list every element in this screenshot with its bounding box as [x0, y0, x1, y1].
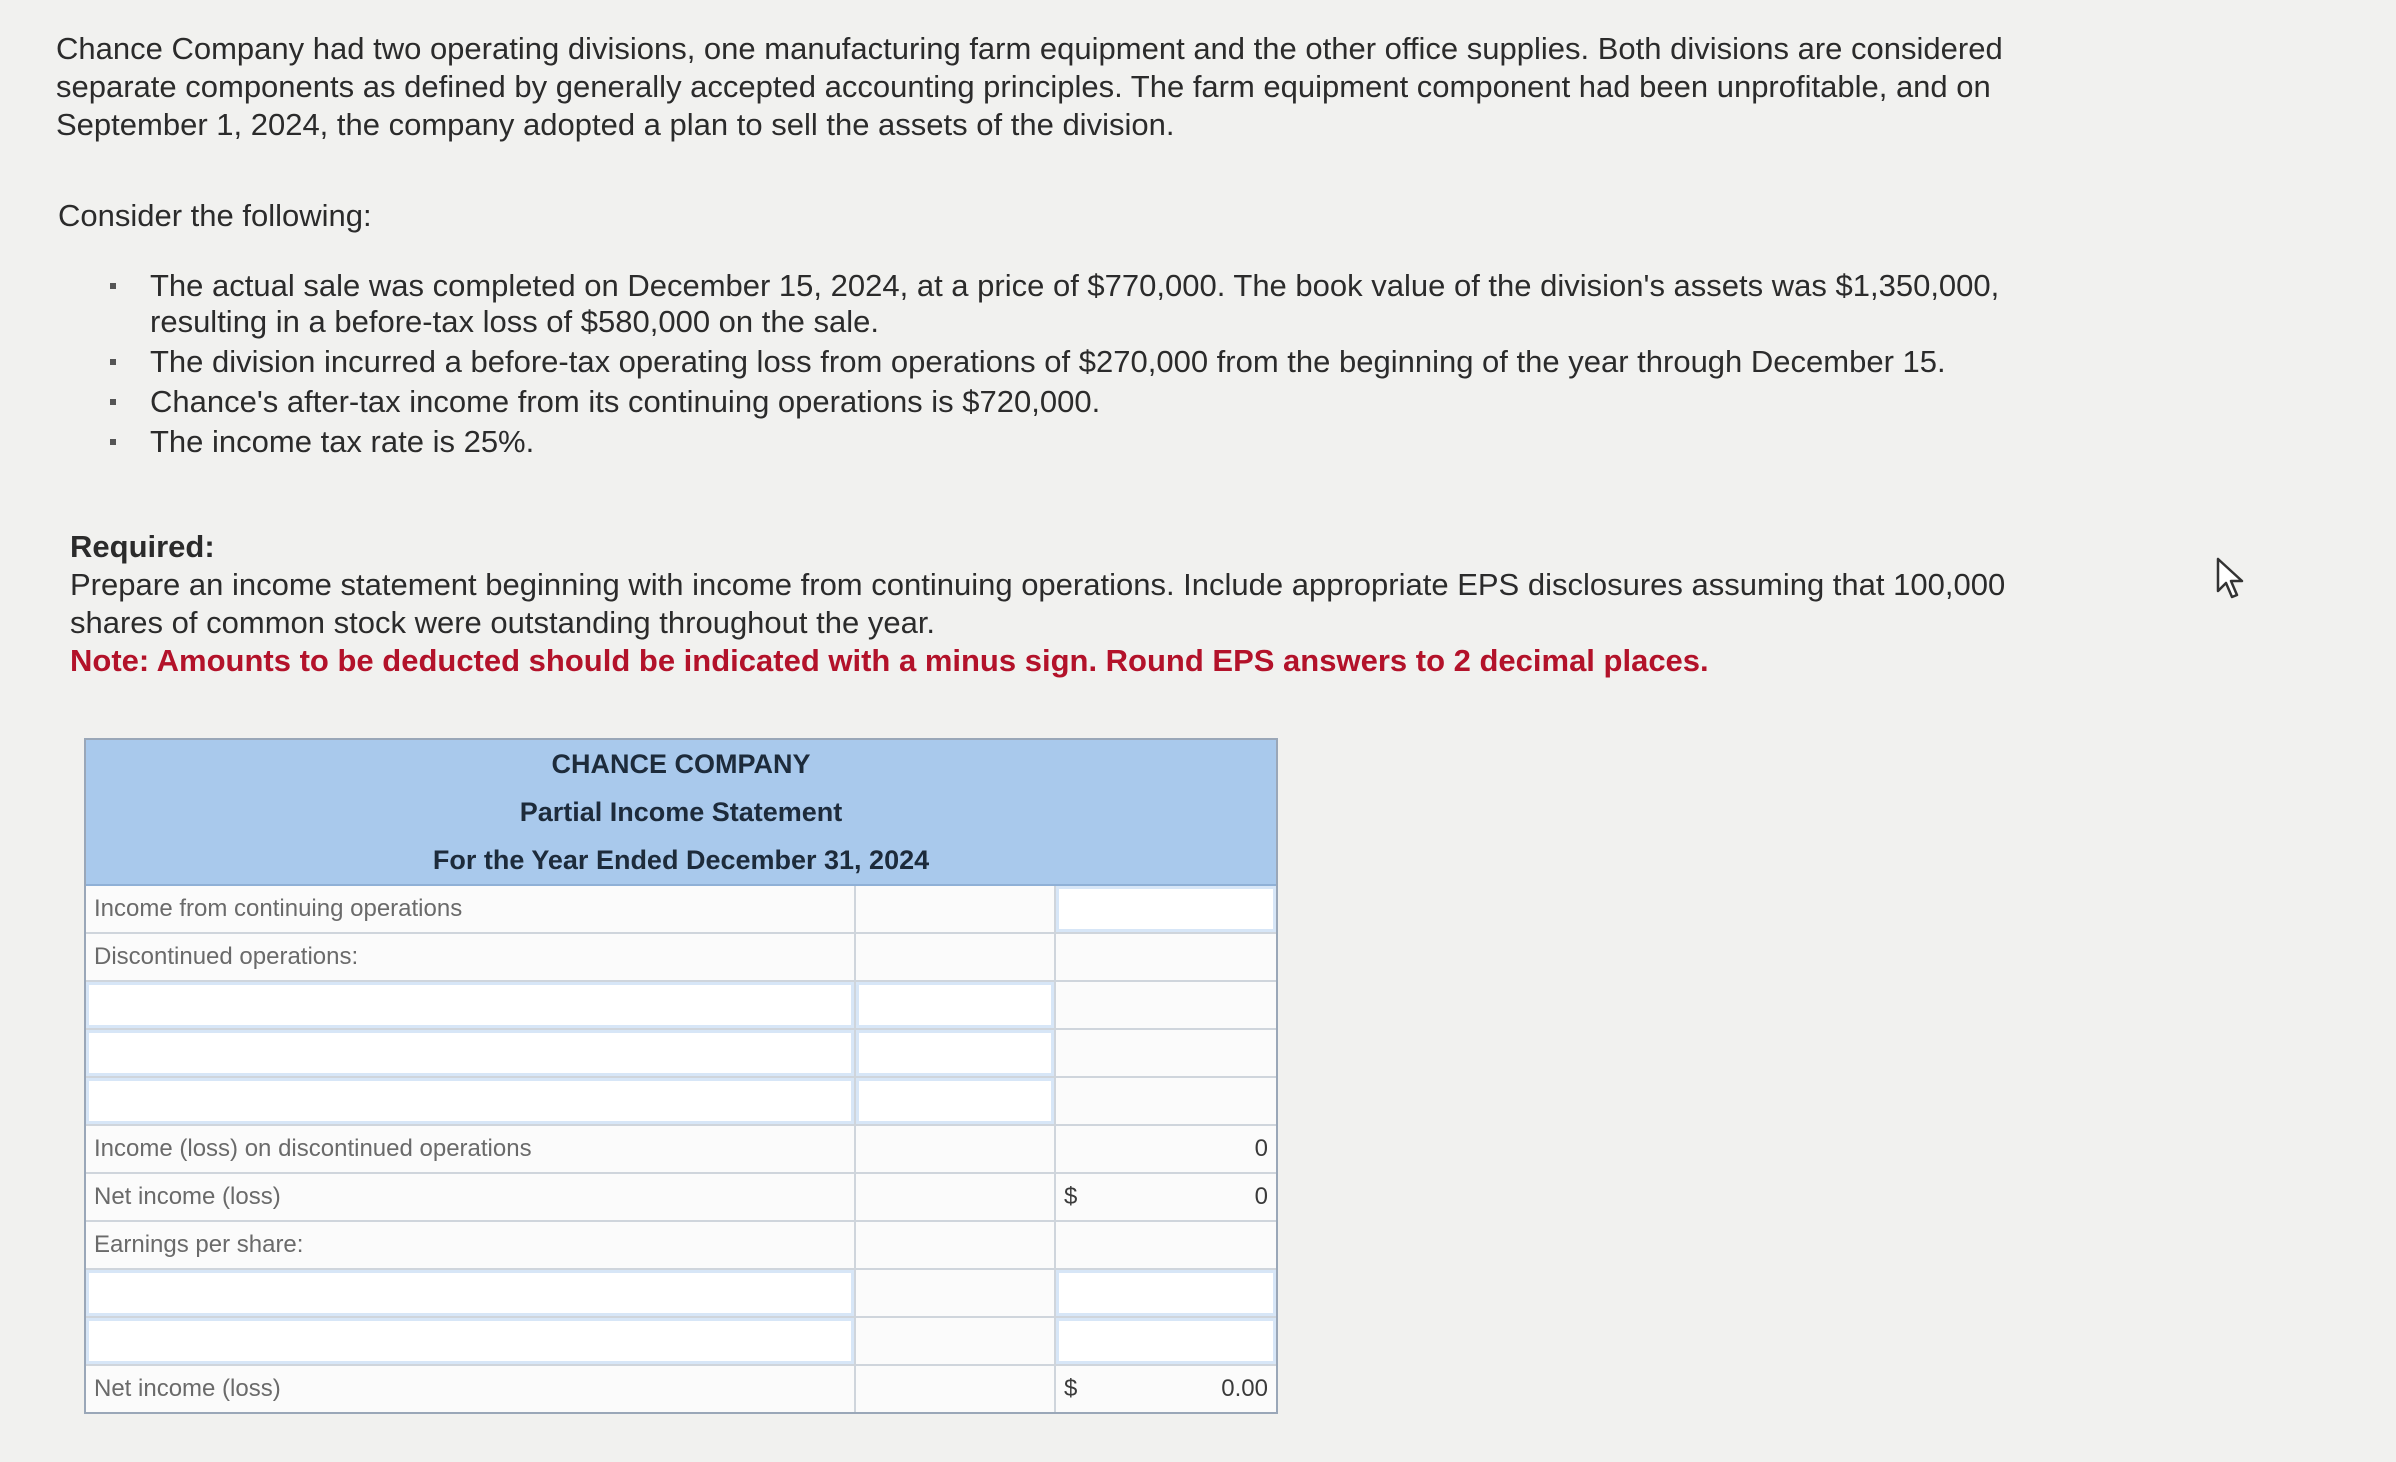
- required-title: Required:: [70, 529, 215, 564]
- discontinued-amount-input-3[interactable]: [856, 1078, 1056, 1124]
- amount-cell: [856, 1366, 1056, 1412]
- statement-period: For the Year Ended December 31, 2024: [432, 845, 930, 875]
- net-income-value: 0: [1254, 1183, 1268, 1210]
- fact-item: Chance's after-tax income from its continuing operations is $720,000.: [110, 384, 2060, 420]
- table-row: [86, 1126, 1276, 1174]
- table-row: [86, 886, 1276, 934]
- eps-amount-input-2[interactable]: [1056, 1318, 1276, 1364]
- required-section: [70, 528, 2050, 680]
- discontinued-total-value: 0: [1254, 1135, 1268, 1162]
- amount-cell: [856, 1126, 1056, 1172]
- table-row: [86, 1318, 1276, 1366]
- company-name: CHANCE COMPANY: [551, 749, 811, 779]
- amount-cell: [856, 1174, 1056, 1220]
- currency-symbol: $: [1064, 1183, 1078, 1210]
- amount-cell: [1056, 934, 1276, 980]
- amount-cell: [1056, 982, 1276, 1028]
- discontinued-amount-input-1[interactable]: [856, 982, 1056, 1028]
- table-row: [86, 1078, 1276, 1126]
- problem-intro: Chance Company had two operating divisions, one manufacturing farm equipment and the other office supplies. Both divisions are considered separate components as defined by generally accepted accounting principles. The farm equipment component had been unprofitable, and on September 1, 2024, the company adopted a plan to sell the assets of the division.: [56, 31, 2003, 142]
- required-text: Prepare an income statement beginning with income from continuing operations. Include appropriate EPS disclosures assuming that 100,000 shares of common stock were outstanding throughout the year.: [70, 567, 2006, 640]
- net-income-cell: [1056, 1174, 1276, 1220]
- table-row: [86, 1270, 1276, 1318]
- amount-cell: [856, 1270, 1056, 1316]
- row-label: Net income (loss): [86, 1174, 856, 1220]
- row-label: Discontinued operations:: [86, 934, 856, 980]
- row-label: Net income (loss): [86, 1366, 856, 1412]
- eps-item-select-1[interactable]: [86, 1270, 856, 1316]
- row-label: Income from continuing operations: [86, 886, 856, 932]
- table-row: [86, 1174, 1276, 1222]
- facts-list: [110, 268, 2060, 464]
- eps-net-income-value: 0.00: [1221, 1375, 1268, 1402]
- currency-symbol: $: [1064, 1375, 1078, 1402]
- amount-cell: [856, 1222, 1056, 1268]
- discontinued-amount-input-2[interactable]: [856, 1030, 1056, 1076]
- table-row: [86, 934, 1276, 982]
- discontinued-item-select-2[interactable]: [86, 1030, 856, 1076]
- fact-item: The division incurred a before-tax operating loss from operations of $270,000 from the beginning of the year through December 15.: [110, 344, 2060, 380]
- eps-item-select-2[interactable]: [86, 1318, 856, 1364]
- income-statement-table: [84, 738, 1278, 1414]
- row-label: Earnings per share:: [86, 1222, 856, 1268]
- row-label: Income (loss) on discontinued operations: [86, 1126, 856, 1172]
- amount-cell: [1056, 1030, 1276, 1076]
- fact-item: The actual sale was completed on December 15, 2024, at a price of $770,000. The book value of the division's assets was $1,350,000, resulting in a before-tax loss of $580,000 on the sale.: [110, 268, 2060, 340]
- amount-cell: [856, 1318, 1056, 1364]
- eps-amount-input-1[interactable]: [1056, 1270, 1276, 1316]
- fact-item: The income tax rate is 25%.: [110, 424, 2060, 460]
- amount-cell: [856, 886, 1056, 932]
- consider-heading: Consider the following:: [58, 198, 372, 233]
- statement-title: Partial Income Statement: [519, 797, 843, 827]
- continuing-income-input[interactable]: [1056, 886, 1276, 932]
- amount-cell: [856, 934, 1056, 980]
- mouse-pointer-icon: [2210, 555, 2250, 603]
- eps-net-income-cell: [1056, 1366, 1276, 1412]
- discontinued-item-select-3[interactable]: [86, 1078, 856, 1124]
- table-row: [86, 982, 1276, 1030]
- table-row: [86, 1030, 1276, 1078]
- discontinued-item-select-1[interactable]: [86, 982, 856, 1028]
- statement-header: [86, 740, 1276, 886]
- amount-cell: [1056, 1078, 1276, 1124]
- note-text: Note: Amounts to be deducted should be indicated with a minus sign. Round EPS answers to 2 decimal places.: [70, 643, 1709, 678]
- amount-cell: [1056, 1222, 1276, 1268]
- table-row: [86, 1366, 1276, 1412]
- table-row: [86, 1222, 1276, 1270]
